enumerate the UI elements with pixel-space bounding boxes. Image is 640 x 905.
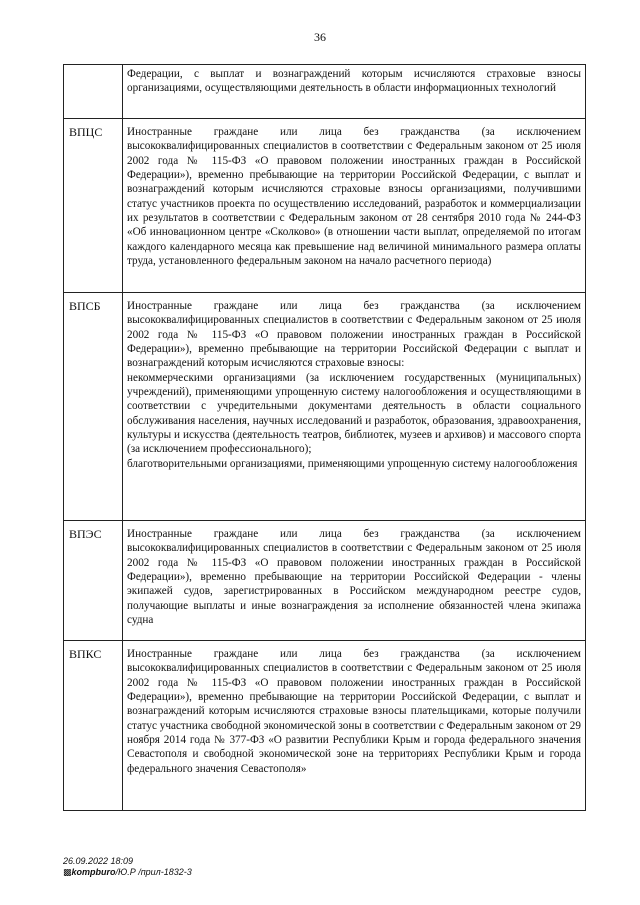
description-cell [123,293,586,521]
code-cell [64,521,123,641]
table-row [64,293,586,521]
document-footer [63,856,192,878]
page-number: 36 [314,30,326,44]
description-cell [123,119,586,293]
code-cell [64,119,123,293]
footer-path-line [63,867,192,878]
kompburo-logo-icon: ▩ [63,866,72,877]
description-paragraph: Иностранные граждане или лица без гражданства (за исключением высококвалифицированных специалистов в соответствии с Федеральным законом от 25 июля 2002 года № 115-ФЗ «О правовом положении иностранных граждан в Российской Федерации»), временно пребывающие на территории Российской Федерации, с выплат и вознаграждений которым исчисляются страховые взносы организациями, получившими статус участников проекта по осуществлению исследований, разработок и коммерциализации их результатов в соответствии с Федеральным законом от 28 сентября 2010 года № 244-ФЗ «Об инновационном центре «Сколково» (в отношении части выплат, определяемой по итогам каждого календарного месяца как превышение над величиной минимального размера оплаты труда, установленного федеральным законом на начало расчетного периода) [127,126,581,267]
description-cell [123,641,586,811]
table-row [64,521,586,641]
table-row [64,65,586,119]
description-paragraph: Иностранные граждане или лица без гражданства (за исключением высококвалифицированных специалистов в соответствии с Федеральным законом от 25 июля 2002 года № 115-ФЗ «О правовом положении иностранных граждан в Российской Федерации»), временно пребывающие на территории Российской Федерации - члены экипажей судов, зарегистрированных в Российском международном реестре судов, получающие выплаты и иные вознаграждения за исполнение обязанностей члена экипажа судна [127,528,581,626]
code-cell [64,641,123,811]
description-cell [123,521,586,641]
description-paragraph: Иностранные граждане или лица без гражданства (за исключением высококвалифицированных специалистов в соответствии с Федеральным законом от 25 июля 2002 года № 115-ФЗ «О правовом положении иностранных граждан в Российской Федерации»), временно пребывающие на территории Российской Федерации с выплат и вознаграждений которым исчисляются страховые взносы: [127,300,581,370]
description-paragraph: некоммерческими организациями (за исключением государственных (муниципальных) учреждений), применяющими упрощенную систему налогообложения и осуществляющими в соответствии с учредительными документами деятельность в области социального обслуживания населения, научных исследований и разработок, образования, здравоохранения, культуры и искусства (деятельность театров, библиотек, музеев и архивов) и массового спорта (за исключением профессионального); [127,371,581,456]
code-label: ВПЭС [69,527,102,541]
description-paragraph: Иностранные граждане или лица без гражданства (за исключением высококвалифицированных специалистов в соответствии с Федеральным законом от 25 июля 2002 года № 115-ФЗ «О правовом положении иностранных граждан в Российской Федерации»), временно пребывающие на территории Российской Федерации, с выплат и вознаграждений которым исчисляются страховые взносы плательщиками, которые получили статус участника свободной экономической зоны в соответствии с Федеральным законом от 29 ноября 2014 года № 377-ФЗ «О развитии Республики Крым и города федерального значения Севастополя и свободной экономической зоне на территориях Республики Крым и города федерального значения Севастополя» [127,648,581,775]
code-label: ВПСБ [69,299,101,313]
table-row [64,641,586,811]
description-cell [123,65,586,119]
description-paragraph: Федерации, с выплат и вознаграждений которым исчисляются страховые взносы организациями, осуществляющими деятельность в области информационных технологий [127,68,581,95]
code-cell [64,65,123,119]
description-paragraph: благотворительными организациями, применяющими упрощенную систему налогообложения [127,457,578,470]
codes-table [63,64,586,811]
code-label: ВПКС [69,647,102,661]
table-row [64,119,586,293]
footer-logo: kompburo [71,866,116,877]
code-cell [64,293,123,521]
footer-path: /Ю.Р /прил-1832-3 [115,866,192,877]
code-label: ВПЦС [69,125,103,139]
footer-date: 26.09.2022 18:09 [63,856,134,866]
